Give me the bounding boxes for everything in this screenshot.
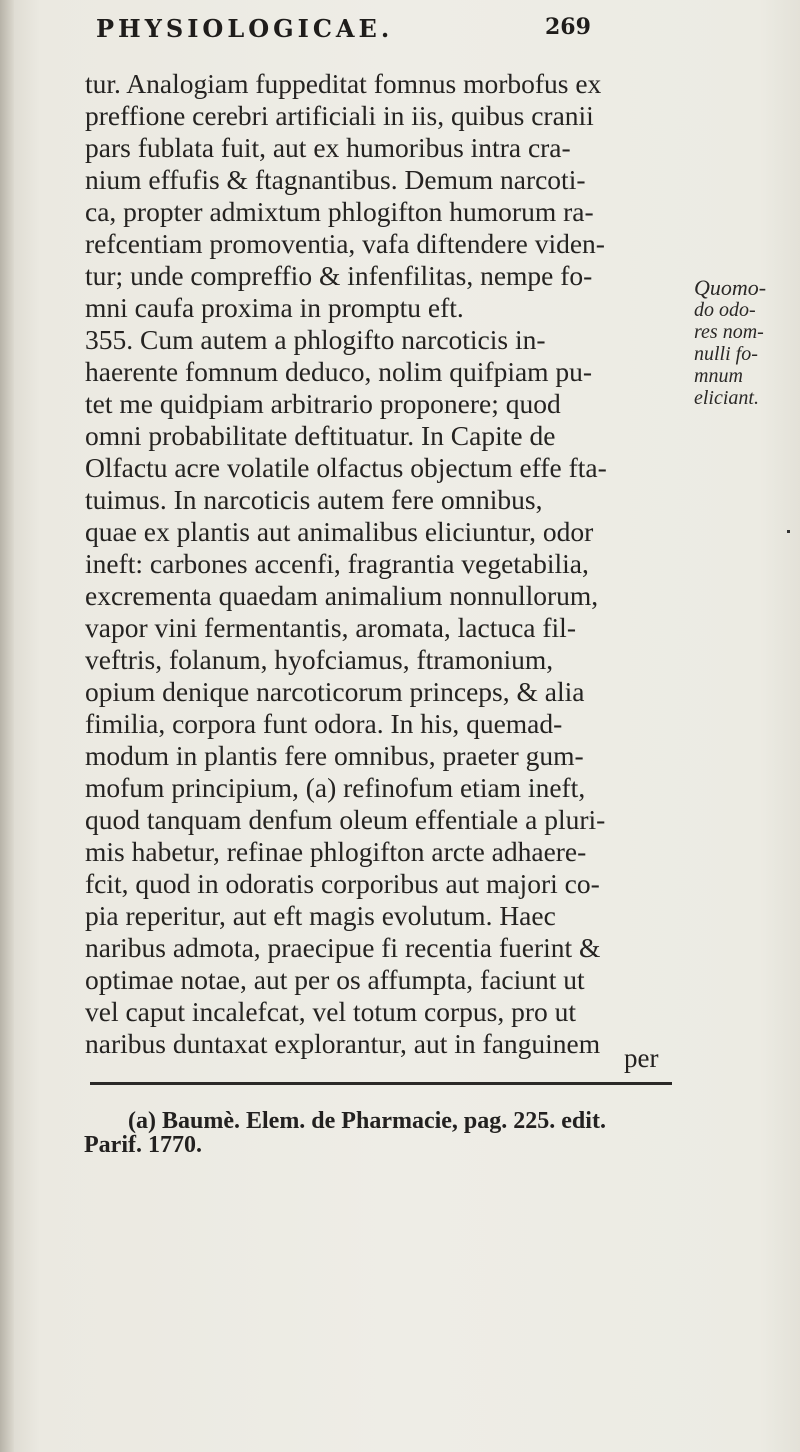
footnote: [0, 1100, 800, 1160]
text-line: omni probabilitate deftituatur. In Capite de: [85, 420, 556, 451]
text-line: tur. Analogiam fuppeditat fomnus morbofus ex: [85, 68, 602, 99]
text-line: veftris, folanum, hyofciamus, ftramonium,: [85, 644, 554, 675]
text-line: pia reperitur, aut eft magis evolutum. Haec: [85, 900, 556, 931]
marginal-note-line: eliciant.: [694, 387, 759, 409]
page-number: 269: [545, 14, 591, 40]
marginal-note-line: res nom-: [694, 321, 764, 343]
footnote-line: Parif. 1770.: [84, 1132, 202, 1158]
text-line: tur; unde compreffio & infenfilitas, nempe fo-: [85, 260, 593, 291]
text-line: tet me quidpiam arbitrario proponere; quod: [85, 388, 561, 419]
text-line: nium effufis & ftagnantibus. Demum narcoti-: [85, 164, 586, 195]
text-line: vapor vini fermentantis, aromata, lactuca fil-: [85, 612, 576, 643]
text-line: mis habetur, refinae phlogifton arcte adhaere-: [85, 836, 587, 867]
text-line: fimilia, corpora funt odora. In his, quemad-: [85, 708, 563, 739]
text-line: excrementa quaedam animalium nonnullorum,: [85, 580, 599, 611]
footnote-line: (a) Baumè. Elem. de Pharmacie, pag. 225. edit.: [128, 1108, 606, 1134]
running-head: PHYSIOLOGICAE.: [96, 14, 394, 43]
marginal-note-line: nulli fo-: [694, 343, 758, 365]
text-line: Olfactu acre volatile olfactus objectum effe fta-: [85, 452, 607, 483]
text-line: ca, propter admixtum phlogifton humorum ra-: [85, 196, 594, 227]
text-line: naribus duntaxat explorantur, aut in fanguinem: [85, 1028, 601, 1059]
marginal-note-line: mnum: [694, 365, 743, 387]
text-line: naribus admota, praecipue fi recentia fuerint &: [85, 932, 601, 963]
text-line: vel caput incalefcat, vel totum corpus, pro ut: [85, 996, 577, 1027]
text-line: tuimus. In narcoticis autem fere omnibus,: [85, 484, 543, 515]
text-line: mni caufa proxima in promptu eft.: [85, 292, 464, 323]
text-line: haerente fomnum deduco, nolim quifpiam pu-: [85, 356, 593, 387]
catch-word: per: [624, 1043, 659, 1073]
text-line: opium denique narcoticorum princeps, & alia: [85, 676, 585, 707]
text-line: quod tanquam denfum oleum effentiale a pluri-: [85, 804, 606, 835]
text-line: fcit, quod in odoratis corporibus aut majori co-: [85, 868, 600, 899]
text-line: modum in plantis fere omnibus, praeter gum-: [85, 740, 584, 771]
text-line: preffione cerebri artificiali in iis, quibus cranii: [85, 100, 594, 131]
text-line: quae ex plantis aut animalibus eliciuntur, odor: [85, 516, 594, 547]
text-line: pars fublata fuit, aut ex humoribus intra cra-: [85, 132, 571, 163]
text-line: mofum principium, (a) refinofum etiam ineft,: [85, 772, 586, 803]
text-line: optimae notae, aut per os affumpta, faciunt ut: [85, 964, 585, 995]
text-line: refcentiam promoventia, vafa diftendere viden-: [85, 228, 605, 259]
marginal-note-line: Quomo-: [694, 275, 767, 300]
text-line: 355. Cum autem a phlogifto narcoticis in-: [85, 324, 546, 355]
marginal-note-line: do odo-: [694, 299, 756, 321]
footnote-divider: [90, 1082, 672, 1085]
text-line: ineft: carbones accenfi, fragrantia vegetabilia,: [85, 548, 589, 579]
